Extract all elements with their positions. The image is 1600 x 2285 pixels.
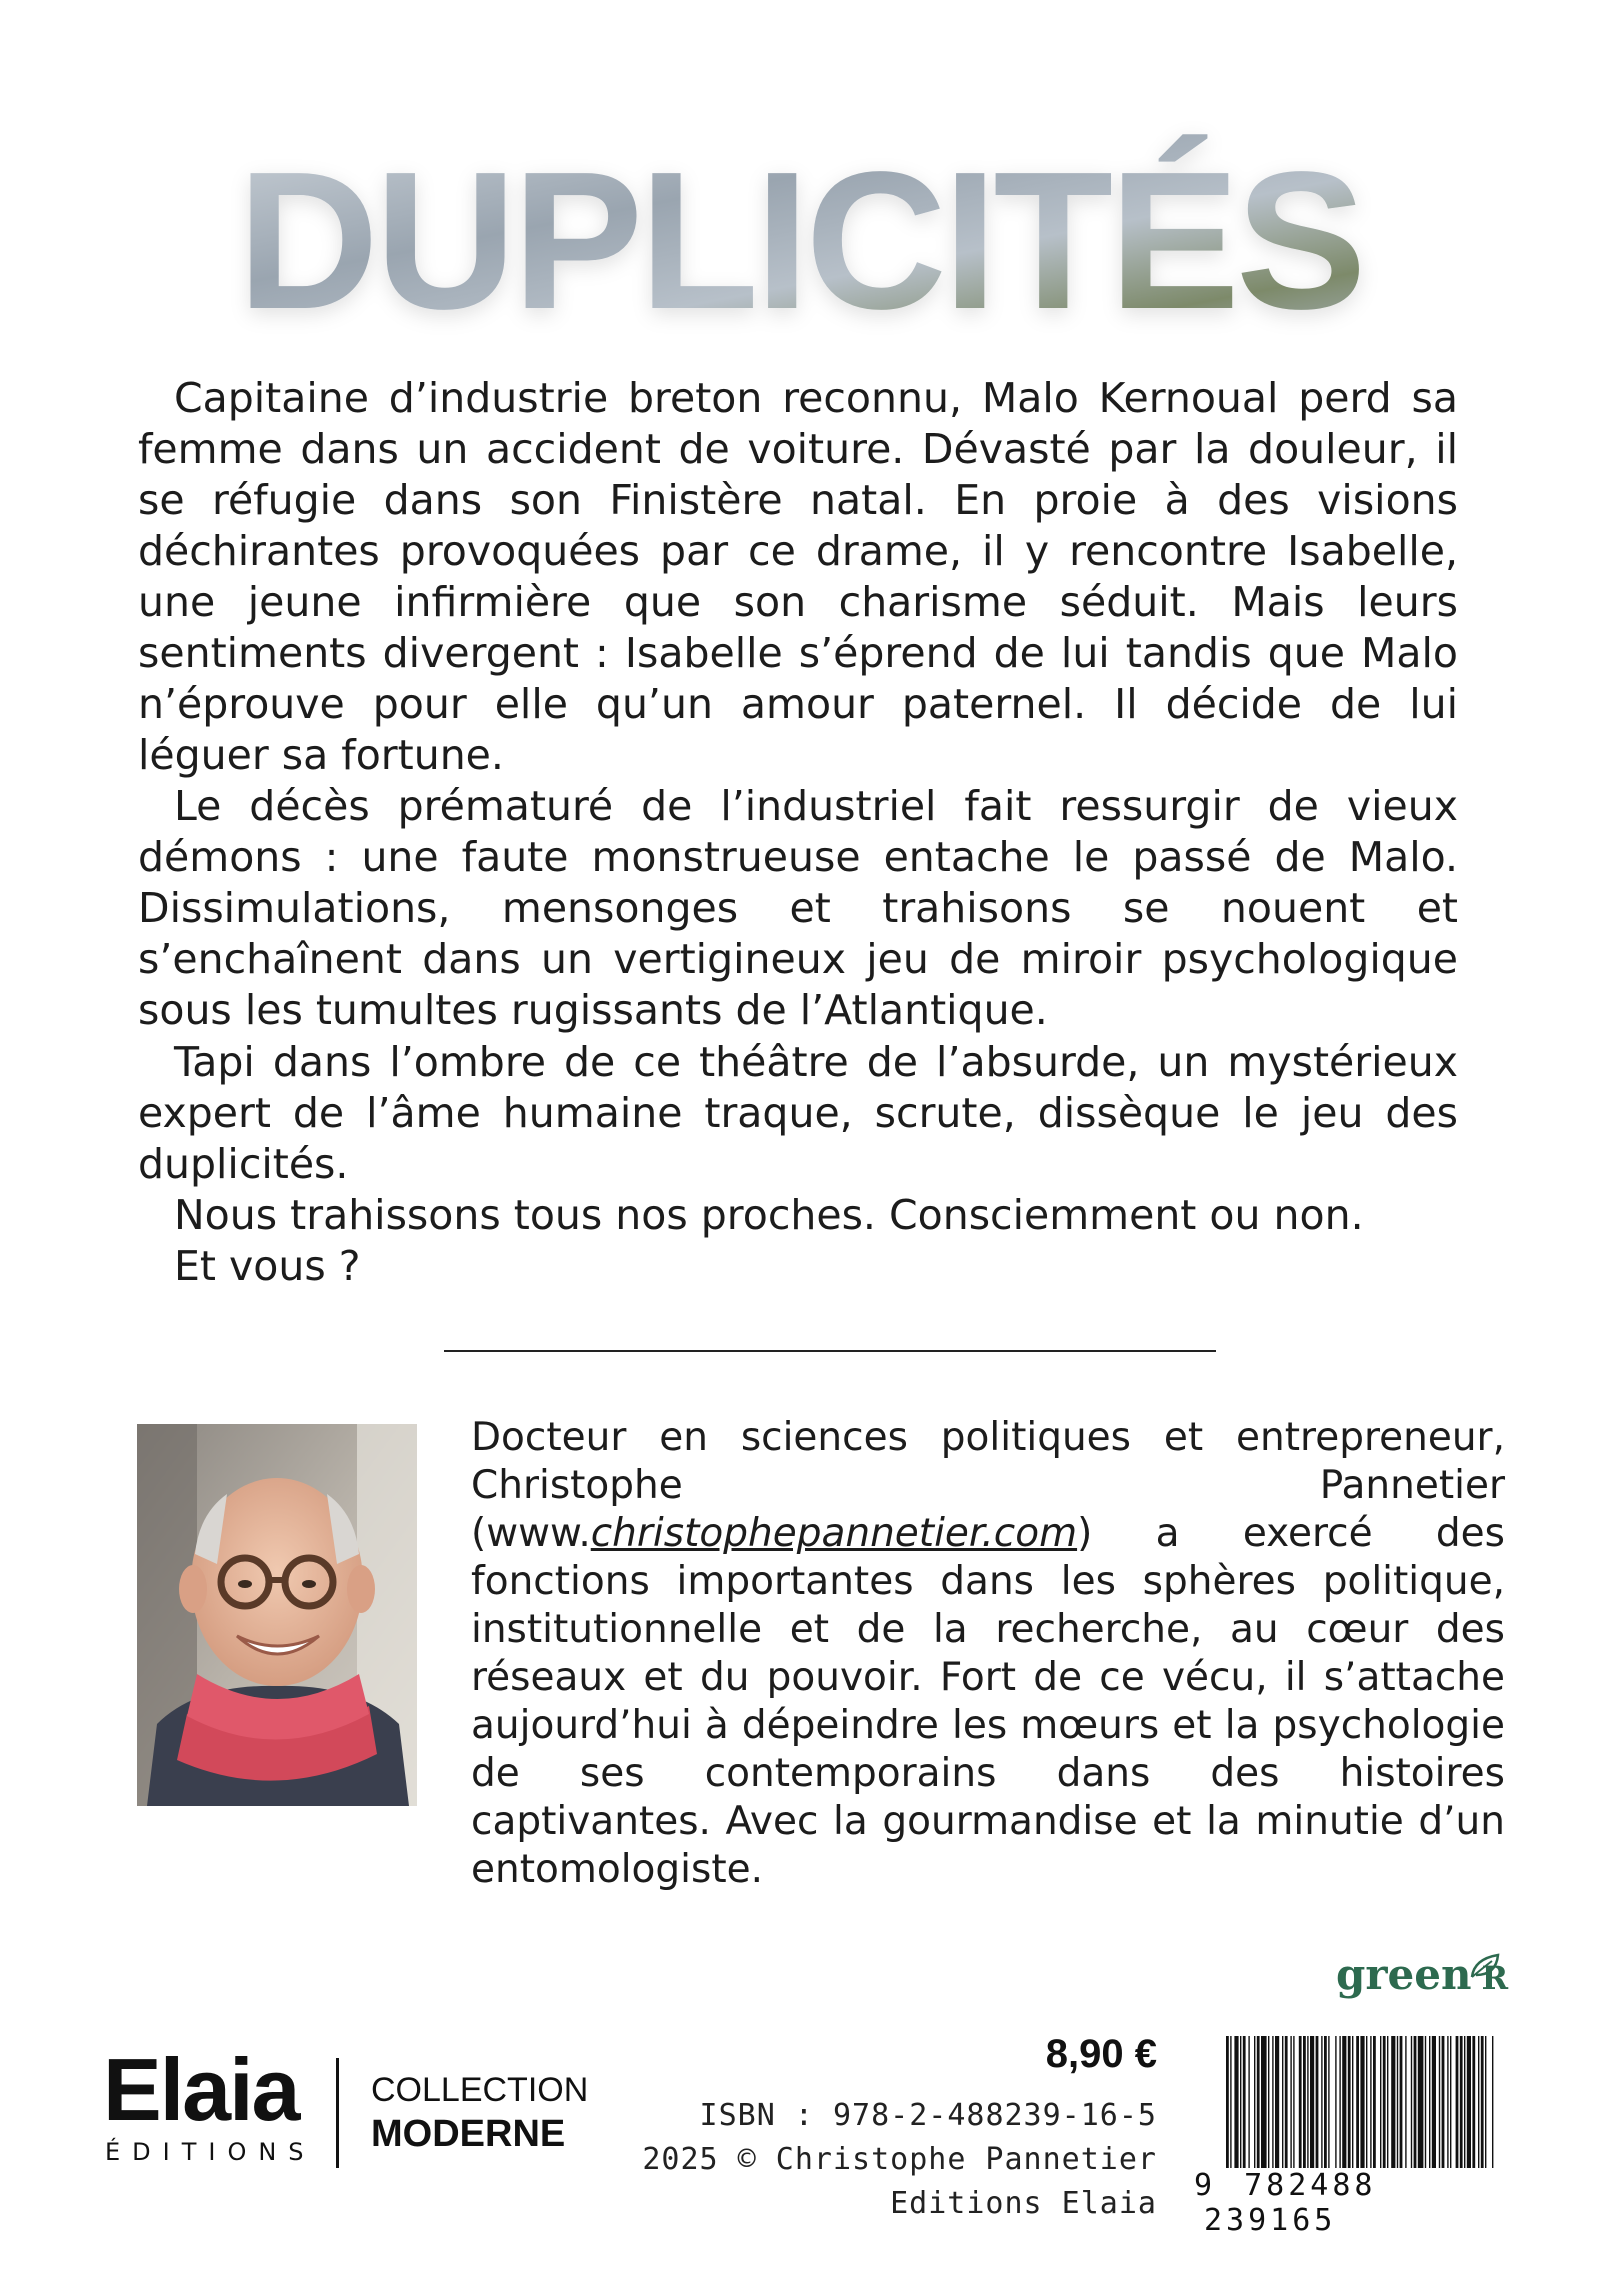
author-portrait bbox=[137, 1424, 417, 1806]
author-website-link[interactable]: christophepannetier.com bbox=[590, 1511, 1078, 1556]
barcode-bar bbox=[1316, 2036, 1319, 2168]
collection-line-1: COLLECTION bbox=[371, 2071, 589, 2109]
logo-separator bbox=[336, 2058, 339, 2168]
barcode-bar bbox=[1481, 2036, 1484, 2168]
barcode-bar bbox=[1356, 2036, 1359, 2168]
barcode-bar bbox=[1467, 2036, 1471, 2168]
barcode-bar bbox=[1383, 2036, 1386, 2168]
barcode-bar bbox=[1414, 2036, 1417, 2168]
synopsis-text-1: Capitaine d’industrie breton reconnu, Malo Kernoual perd sa femme dans un accident de voiture. Dévasté par la douleur, il se réfugie dans son Finistère natal. En proie à des visions déchirantes provoquées par ce drame, il y rencontre Isabelle, une jeune infirmière que son charisme séduit. Mais leurs sentiments divergent : Isabelle s’éprend de lui tandis que Malo n’éprouve pour elle qu’un amour paternel. Il décide de lui léguer sa fortune. bbox=[138, 374, 1458, 779]
barcode-bar bbox=[1464, 2036, 1465, 2168]
logo-subtitle: ÉDITIONS bbox=[105, 2138, 316, 2166]
barcode-group-2: 239165 bbox=[1204, 2203, 1337, 2238]
bio-text-start: Docteur en sciences politiques et entrepreneur, Christophe Pannetier (www. bbox=[471, 1415, 1505, 1556]
author-photo bbox=[137, 1424, 417, 1806]
barcode-digits bbox=[1194, 2168, 1504, 2238]
logo-wordmark: Elaia bbox=[103, 2040, 299, 2139]
barcode-bar bbox=[1387, 2036, 1388, 2168]
bio-text-end: ) a exercé des fonctions importantes dans les sphères politique, institutionnelle et de la recherche, au cœur des réseaux et du pouvoir. Fort de ce vécu, il s’attache aujourd’hui à dépeindre les mœurs et la psychologie de ses contemporains dans des histoires captivantes. Avec la gourmandise et la minutie d’un entomologiste. bbox=[471, 1511, 1505, 1892]
barcode-bar bbox=[1478, 2036, 1479, 2168]
barcode-bar bbox=[1248, 2036, 1249, 2168]
barcode-bar bbox=[1391, 2036, 1395, 2168]
barcode-bar bbox=[1257, 2036, 1260, 2168]
barcode-bar bbox=[1240, 2036, 1241, 2168]
synopsis-paragraph-3 bbox=[138, 1037, 1458, 1190]
barcode-bar bbox=[1324, 2036, 1327, 2168]
synopsis-text-3: Tapi dans l’ombre de ce théâtre de l’absurde, un mystérieux expert de l’âme humaine traque, scrute, dissèque le jeu des duplicités. bbox=[138, 1038, 1458, 1188]
barcode-bar bbox=[1373, 2036, 1376, 2168]
title-text: DUPLICITÉS bbox=[237, 131, 1363, 350]
barcode-bar bbox=[1230, 2036, 1231, 2168]
imprint: Editions Elaia bbox=[890, 2186, 1157, 2221]
copyright: 2025 © Christophe Pannetier bbox=[642, 2142, 1157, 2177]
barcode-bar bbox=[1293, 2036, 1294, 2168]
barcode-bar bbox=[1352, 2036, 1353, 2168]
barcode-bar bbox=[1397, 2036, 1398, 2168]
barcode-bar bbox=[1254, 2036, 1255, 2168]
barcode-bar bbox=[1339, 2036, 1340, 2168]
barcode-lead-digit: 9 bbox=[1194, 2168, 1213, 2203]
synopsis-paragraph-2 bbox=[138, 781, 1458, 1036]
barcode-bar bbox=[1275, 2036, 1279, 2168]
barcode-bar bbox=[1485, 2036, 1486, 2168]
barcode-bar bbox=[1290, 2036, 1291, 2168]
barcode-bar bbox=[1439, 2036, 1440, 2168]
barcode-group-1: 782488 bbox=[1244, 2168, 1377, 2203]
barcode-bar bbox=[1360, 2036, 1364, 2168]
green-word: green bbox=[1336, 1950, 1472, 1999]
isbn: ISBN : 978-2-488239-16-5 bbox=[699, 2098, 1157, 2133]
barcode-bar bbox=[1442, 2036, 1445, 2168]
barcode-bar bbox=[1370, 2036, 1371, 2168]
barcode-bar bbox=[1450, 2036, 1451, 2168]
leaf-icon bbox=[1468, 1951, 1504, 1981]
barcode-bar bbox=[1492, 2036, 1493, 2168]
barcode-bar bbox=[1226, 2036, 1229, 2168]
book-title bbox=[0, 120, 1600, 360]
synopsis-closing bbox=[138, 1190, 1458, 1292]
barcode-bar bbox=[1460, 2036, 1463, 2168]
barcode-bar bbox=[1400, 2036, 1403, 2168]
collection-label bbox=[371, 2070, 588, 2158]
barcode-bar bbox=[1342, 2036, 1346, 2168]
synopsis-paragraph-1 bbox=[138, 373, 1458, 781]
barcode-bar bbox=[1348, 2036, 1351, 2168]
collection-line-2: MODERNE bbox=[371, 2113, 566, 2155]
barcode-bar bbox=[1282, 2036, 1283, 2168]
closing-line-1: Nous trahissons tous nos proches. Consciemment ou non. bbox=[174, 1191, 1364, 1239]
barcode-bar bbox=[1310, 2036, 1314, 2168]
barcode-bar bbox=[1285, 2036, 1288, 2168]
barcode-bar bbox=[1303, 2036, 1306, 2168]
barcode-bar bbox=[1272, 2036, 1273, 2168]
barcode-bar bbox=[1366, 2036, 1367, 2168]
publisher-logo bbox=[103, 2040, 316, 2166]
barcode-bar bbox=[1418, 2036, 1424, 2168]
barcode-bar bbox=[1411, 2036, 1412, 2168]
barcode-bar bbox=[1321, 2036, 1322, 2168]
synopsis-text-2: Le décès prématuré de l’industriel fait ressurgir de vieux démons : une faute monstrueuse entache le passé de Malo. Dissimulations, mensonges et trahisons se nouent et s’enchaînent dans un vertigineux jeu de miroir psychologique sous les tumultes rugissants de l’Atlantique. bbox=[138, 782, 1458, 1034]
green-letter: R bbox=[1481, 1959, 1509, 1997]
barcode-bar bbox=[1299, 2036, 1302, 2168]
closing-line-2: Et vous ? bbox=[174, 1242, 361, 1290]
print-info bbox=[560, 2094, 1157, 2226]
barcode-bar bbox=[1328, 2036, 1329, 2168]
barcode-bar bbox=[1447, 2036, 1448, 2168]
author-bio bbox=[471, 1414, 1505, 1894]
barcode-bar bbox=[1243, 2036, 1246, 2168]
barcode-bar bbox=[1425, 2036, 1426, 2168]
barcode-bar bbox=[1405, 2036, 1406, 2168]
barcode-bar bbox=[1472, 2036, 1475, 2168]
barcode-bar bbox=[1234, 2036, 1238, 2168]
price: 8,90 € bbox=[1045, 2032, 1157, 2076]
barcode-bar bbox=[1307, 2036, 1308, 2168]
barcode-bar bbox=[1380, 2036, 1381, 2168]
barcode-bar bbox=[1268, 2036, 1269, 2168]
section-divider bbox=[444, 1350, 1216, 1352]
barcode-bar bbox=[1432, 2036, 1436, 2168]
barcode-bar bbox=[1456, 2036, 1459, 2168]
barcode-bar bbox=[1261, 2036, 1267, 2168]
barcode-bar bbox=[1429, 2036, 1430, 2168]
barcode-bar bbox=[1335, 2036, 1336, 2168]
title-graphic bbox=[237, 131, 1363, 350]
